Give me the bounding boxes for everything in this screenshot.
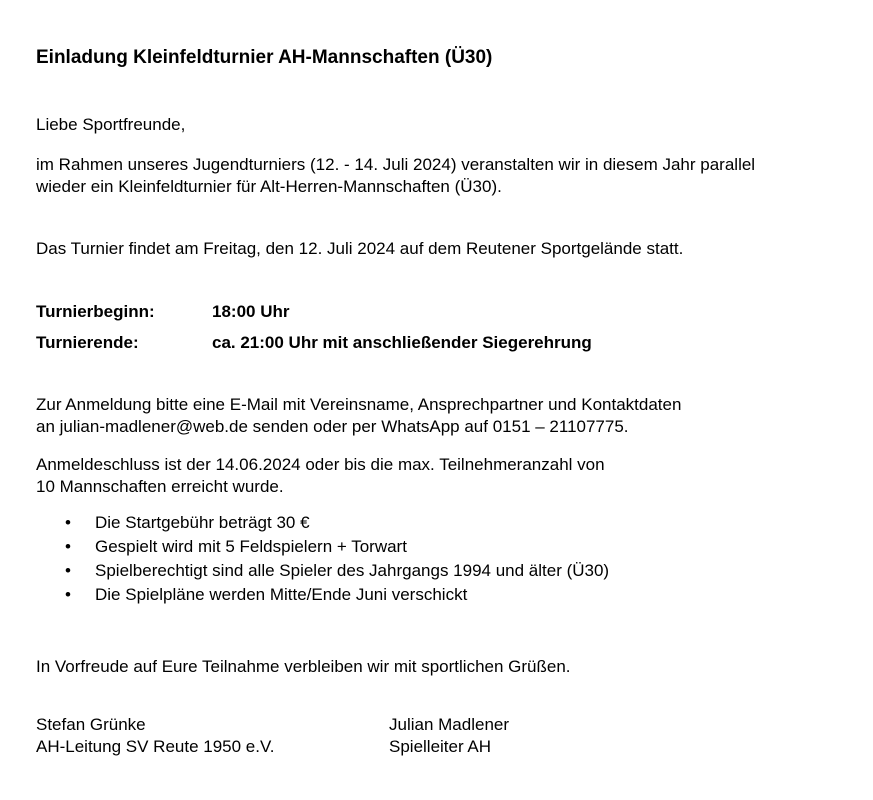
end-value: ca. 21:00 Uhr mit anschließender Siegerehrung bbox=[212, 333, 592, 352]
registration-line-2: an julian-madlener@web.de senden oder per WhatsApp auf 0151 – 21107775. bbox=[36, 417, 629, 436]
start-value: 18:00 Uhr bbox=[212, 302, 290, 321]
greeting: Liebe Sportfreunde, bbox=[36, 115, 186, 134]
date-line: Das Turnier findet am Freitag, den 12. Juli 2024 auf dem Reutener Sportgelände statt. bbox=[36, 239, 684, 258]
bullet-text: Die Startgebühr beträgt 30 € bbox=[95, 513, 310, 532]
signature-right-role: Spielleiter AH bbox=[389, 737, 492, 756]
registration-line-1: Zur Anmeldung bitte eine E-Mail mit Vereinsname, Ansprechpartner und Kontaktdaten bbox=[36, 395, 682, 414]
bullet-icon: • bbox=[65, 561, 71, 580]
closing-line: In Vorfreude auf Eure Teilnahme verbleiben wir mit sportlichen Grüßen. bbox=[36, 657, 571, 676]
intro-line-2: wieder ein Kleinfeldturnier für Alt-Herren-Mannschaften (Ü30). bbox=[36, 177, 502, 196]
deadline-line-2: 10 Mannschaften erreicht wurde. bbox=[36, 477, 284, 496]
bullet-icon: • bbox=[65, 513, 71, 532]
bullet-text: Die Spielpläne werden Mitte/Ende Juni verschickt bbox=[95, 585, 468, 604]
document-title: Einladung Kleinfeldturnier AH-Mannschaften (Ü30) bbox=[36, 47, 493, 68]
bullet-text: Spielberechtigt sind alle Spieler des Jahrgangs 1994 und älter (Ü30) bbox=[95, 561, 610, 580]
deadline-line-1: Anmeldeschluss ist der 14.06.2024 oder bis die max. Teilnehmeranzahl von bbox=[36, 455, 605, 474]
start-label: Turnierbeginn: bbox=[36, 302, 155, 321]
bullet-icon: • bbox=[65, 585, 71, 604]
bullet-text: Gespielt wird mit 5 Feldspielern + Torwart bbox=[95, 537, 407, 556]
signature-left-role: AH-Leitung SV Reute 1950 e.V. bbox=[36, 737, 275, 756]
signature-right-name: Julian Madlener bbox=[389, 715, 510, 734]
bullet-icon: • bbox=[65, 537, 71, 556]
signature-left-name: Stefan Grünke bbox=[36, 715, 146, 734]
end-label: Turnierende: bbox=[36, 333, 139, 352]
intro-line-1: im Rahmen unseres Jugendturniers (12. - 14. Juli 2024) veranstalten wir in diesem Jahr parallel bbox=[36, 155, 756, 174]
